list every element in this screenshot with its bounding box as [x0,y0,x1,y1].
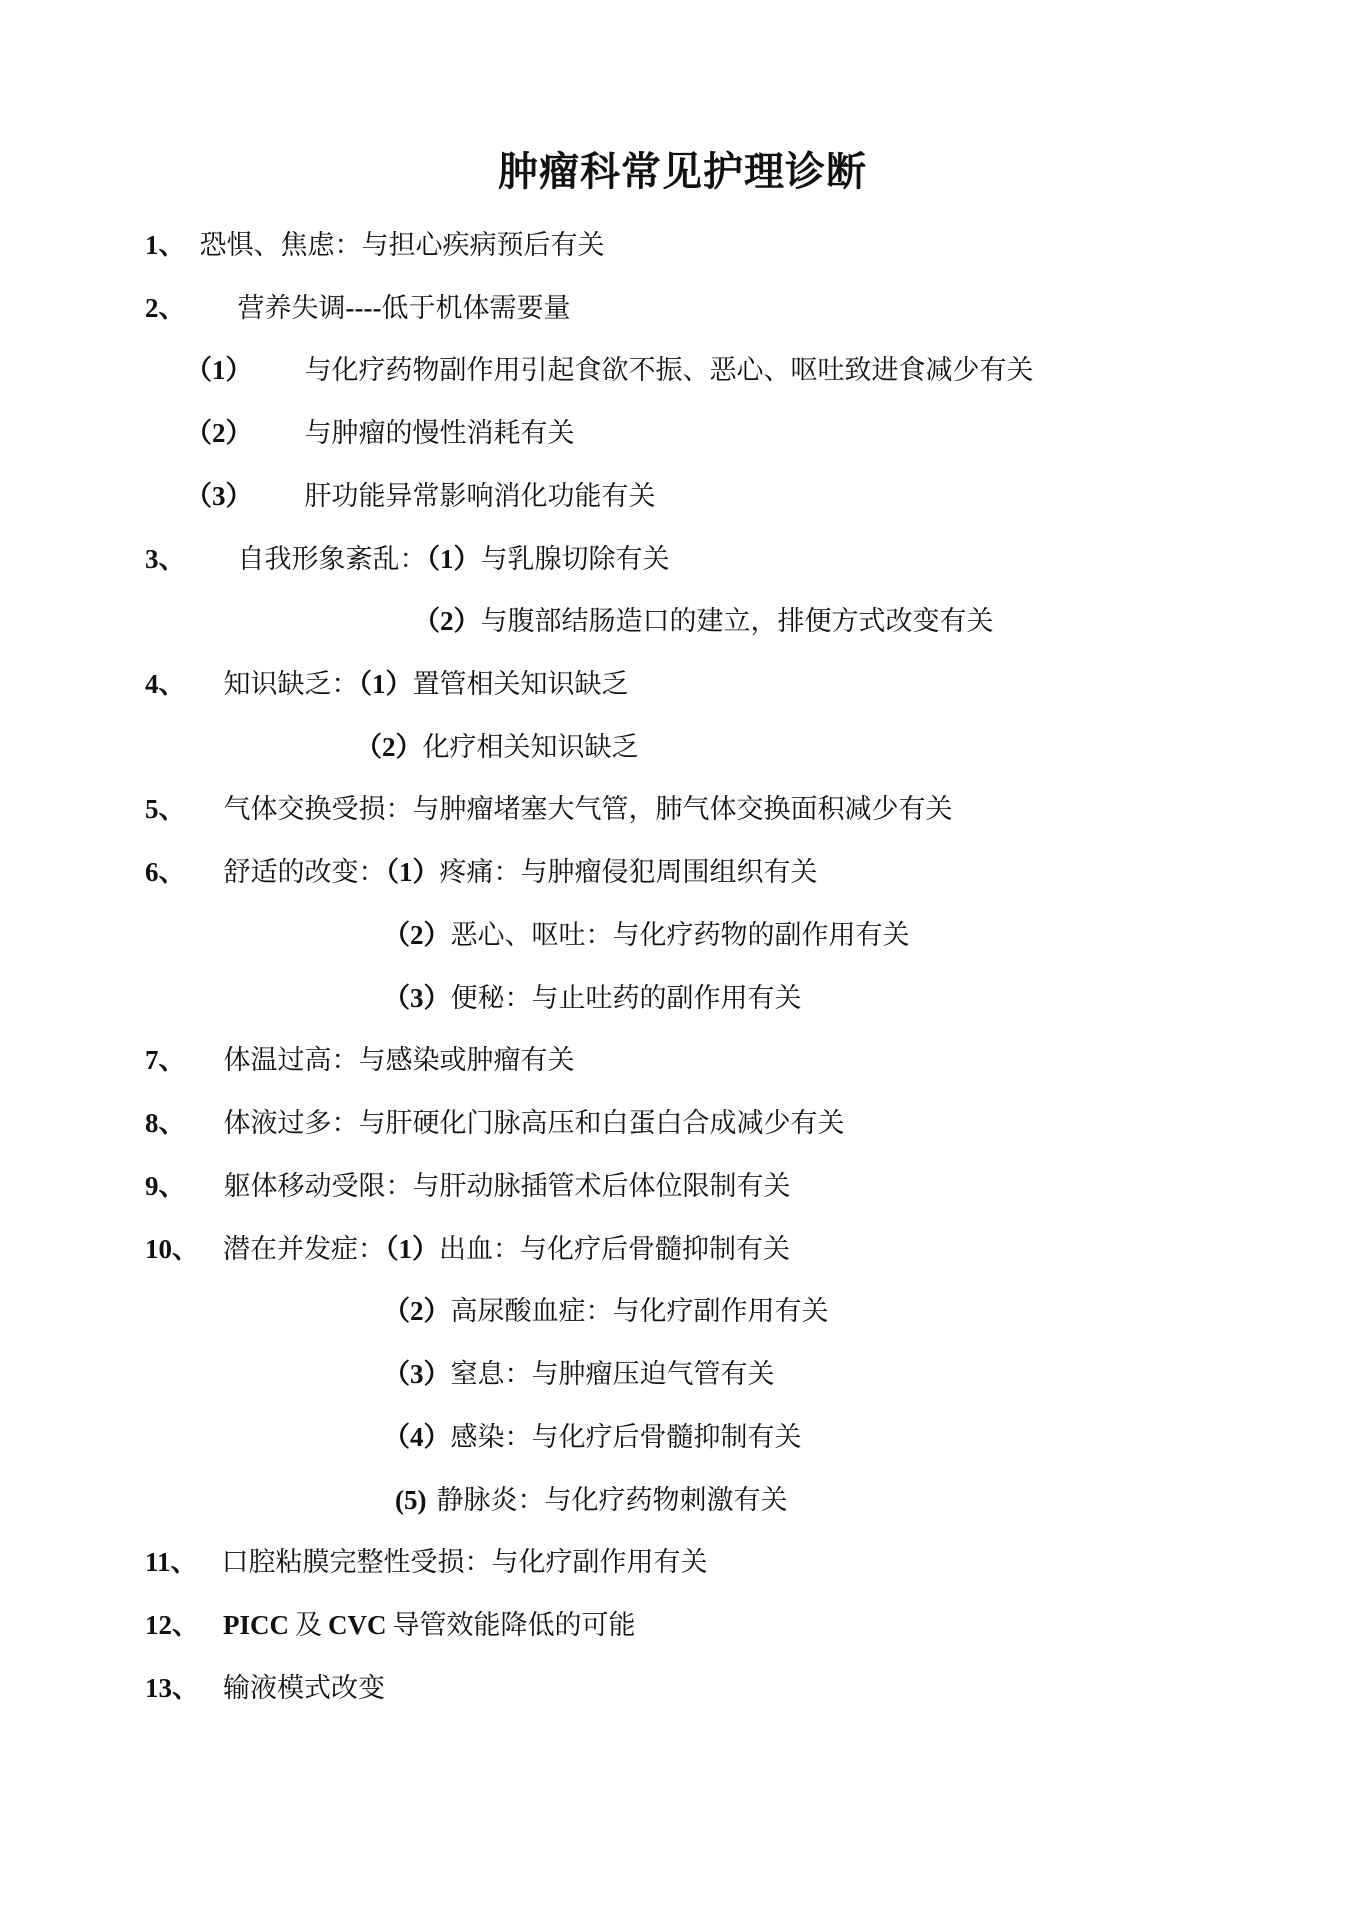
list-item [145,1671,385,1706]
list-subitem [383,981,802,1016]
subitem-number: (5) [395,1485,427,1515]
list-subitem [413,604,994,639]
item-text: 躯体移动受限：与肝动脉插管术后体位限制有关 [223,1171,791,1202]
item-text: 气体交换受损：与肿瘤堵塞大气管，肺气体交换面积减少有关 [223,794,953,825]
item-dashes: ---- [345,293,382,323]
subitem-text: 窒息：与肿瘤压迫气管有关 [450,1359,775,1390]
subitem-text: 肝功能异常影响消化功能有关 [304,481,656,512]
item-number: 4 [145,669,159,699]
page-title: 肿瘤科常见护理诊断 [498,148,867,195]
subitem-text: 出血：与化疗后骨髓抑制有关 [439,1234,790,1265]
list-subitem [355,730,639,765]
list-item [145,667,629,702]
item-text: 及 [295,1610,322,1641]
list-subitem [383,1357,775,1392]
subitem-number: （4） [383,1422,451,1452]
item-separator: 、 [158,1108,186,1139]
item-text: 恐惧、焦虑：与担心疾病预后有关 [199,230,605,261]
acronym-cvc: CVC [328,1610,387,1640]
subitem-number: （2） [383,1296,451,1326]
item-separator: 、 [170,1547,198,1578]
list-subitem [383,1294,829,1329]
item-separator: 、 [158,669,186,700]
list-subitem [383,918,910,953]
item-number: 1 [145,230,159,260]
subitem-number: （2） [355,732,423,762]
subitem-number: （1） [385,857,440,887]
item-number: 9 [145,1171,159,1201]
item-separator: 、 [158,1045,186,1076]
subitem-text: 恶心、呕吐：与化疗药物的副作用有关 [450,920,910,951]
item-text: 舒适的改变： [223,857,386,888]
item-number: 2 [145,293,159,323]
item-separator: 、 [158,857,186,888]
list-item [145,792,953,827]
item-separator: 、 [158,1171,186,1202]
subitem-number: （1） [426,544,481,574]
subitem-text: 与乳腺切除有关 [480,544,670,575]
item-text: 输液模式改变 [223,1673,385,1704]
subitem-text: 疼痛：与肿瘤侵犯周围组织有关 [439,857,818,888]
list-item [145,855,818,890]
item-separator: 、 [158,794,186,825]
subitem-text: 与肿瘤的慢性消耗有关 [304,418,575,449]
item-text: 导管效能降低的可能 [392,1610,636,1641]
item-text: 低于机体需要量 [381,293,571,324]
item-separator: 、 [172,1673,199,1704]
item-number: 11 [145,1547,171,1577]
item-number: 6 [145,857,159,887]
item-text: 知识缺乏： [223,669,359,700]
subitem-text: 感染：与化疗后骨髓抑制有关 [450,1422,802,1453]
list-subitem [185,479,656,514]
subitem-number: （3） [383,1359,451,1389]
item-text: 潜在并发症： [223,1234,385,1265]
subitem-number: （1） [185,355,253,385]
subitem-number: （3） [383,983,451,1013]
subitem-number: （3） [185,481,253,511]
item-number: 5 [145,794,159,824]
list-item [145,1106,845,1141]
item-text: 自我形象紊乱： [237,544,427,575]
subitem-number: （2） [413,606,481,636]
subitem-number: （2） [383,920,451,950]
item-number: 3 [145,544,159,574]
subitem-text: 静脉炎：与化疗药物刺激有关 [436,1485,788,1516]
subitem-text: 高尿酸血症：与化疗副作用有关 [450,1296,829,1327]
list-subitem [383,1420,802,1455]
item-text: 口腔粘膜完整性受损：与化疗副作用有关 [221,1547,708,1578]
acronym-picc: PICC [223,1610,289,1640]
item-number: 10 [145,1234,172,1264]
item-text: 体液过多：与肝硬化门脉高压和白蛋白合成减少有关 [223,1108,845,1139]
item-number: 13 [145,1673,172,1703]
list-item [145,542,670,577]
item-separator: 、 [158,230,186,261]
subitem-text: 便秘：与止吐药的副作用有关 [450,983,802,1014]
subitem-number: （1） [385,1234,439,1264]
subitem-number: （1） [358,669,413,699]
subitem-text: 化疗相关知识缺乏 [422,732,639,763]
list-item [145,1545,708,1580]
subitem-text: 置管相关知识缺乏 [412,669,629,700]
list-item [145,291,570,326]
list-subitem [395,1483,787,1518]
item-separator: 、 [172,1610,199,1641]
list-subitem [185,353,1034,388]
item-number: 8 [145,1108,159,1138]
list-item [145,1232,790,1267]
list-item [145,1608,636,1643]
item-number: 7 [145,1045,159,1075]
subitem-number: （2） [185,418,253,448]
item-text: 体温过高：与感染或肿瘤有关 [223,1045,575,1076]
subitem-text: 与化疗药物副作用引起食欲不振、恶心、呕吐致进食减少有关 [304,355,1034,386]
item-separator: 、 [172,1234,199,1265]
list-item [145,228,605,263]
subitem-text: 与腹部结肠造口的建立，排便方式改变有关 [480,606,994,637]
item-separator: 、 [158,293,186,324]
item-text: 营养失调 [237,293,346,324]
list-item [145,1043,575,1078]
item-separator: 、 [158,544,186,575]
list-item [145,1169,791,1204]
list-subitem [185,416,575,451]
item-number: 12 [145,1610,172,1640]
